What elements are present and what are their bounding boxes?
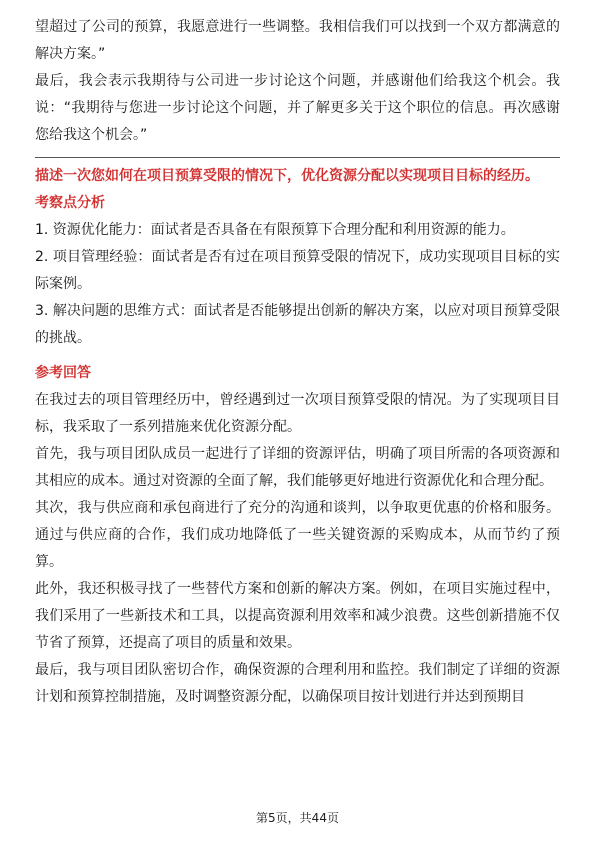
intro-paragraph: 最后，我会表示我期待与公司进一步讨论这个问题，并感谢他们给我这个机会。我说：“我期待与您进一步讨论这个问题，并了解更多关于这个职位的信息。再次感谢您给我这个机会。” [35, 73, 560, 143]
analysis-item: 1. 资源优化能力：面试者是否具备在有限预算下合理分配和利用资源的能力。 [35, 222, 515, 238]
analysis-heading: 考察点分析 [35, 195, 105, 211]
answer-paragraph: 首先，我与项目团队成员一起进行了详细的资源评估，明确了项目所需的各项资源和其相应的成本。通过对资源的全面了解，我们能够更好地进行资源优化和合理分配。 [35, 446, 560, 489]
page-number: 第5页，共44页 [256, 811, 339, 825]
analysis-item: 2. 项目管理经验：面试者是否有过在项目预算受限的情况下，成功实现项目目标的实际案例。 [35, 249, 560, 292]
analysis-item: 3. 解决问题的思维方式：面试者是否能够提出创新的解决方案，以应对项目预算受限的挑战。 [35, 303, 560, 346]
answer-paragraph: 此外，我还积极寻找了一些替代方案和创新的解决方案。例如，在项目实施过程中，我们采用了一些新技术和工具，以提高资源利用效率和减少浪费。这些创新措施不仅节省了预算，还提高了项目的质量和效果。 [35, 581, 560, 651]
section-gap [35, 352, 560, 360]
answer-heading: 参考回答 [35, 365, 91, 381]
answer-paragraph: 在我过去的项目管理经历中，曾经遇到过一次项目预算受限的情况。为了实现项目目标，我采取了一系列措施来优化资源分配。 [35, 392, 560, 435]
section-divider [35, 157, 560, 158]
page-content [35, 14, 560, 711]
answer-paragraph: 最后，我与项目团队密切合作，确保资源的合理利用和监控。我们制定了详细的资源计划和预算控制措施，及时调整资源分配，以确保项目按计划进行并达到预期目 [35, 662, 560, 705]
intro-paragraph: 望超过了公司的预算，我愿意进行一些调整。我相信我们可以找到一个双方都满意的解决方案。” [35, 19, 560, 62]
answer-paragraph: 其次，我与供应商和承包商进行了充分的沟通和谈判，以争取更优惠的价格和服务。通过与供应商的合作，我们成功地降低了一些关键资源的采购成本，从而节约了预算。 [35, 500, 560, 570]
interview-question: 描述一次您如何在项目预算受限的情况下，优化资源分配以实现项目目标的经历。 [35, 168, 539, 184]
